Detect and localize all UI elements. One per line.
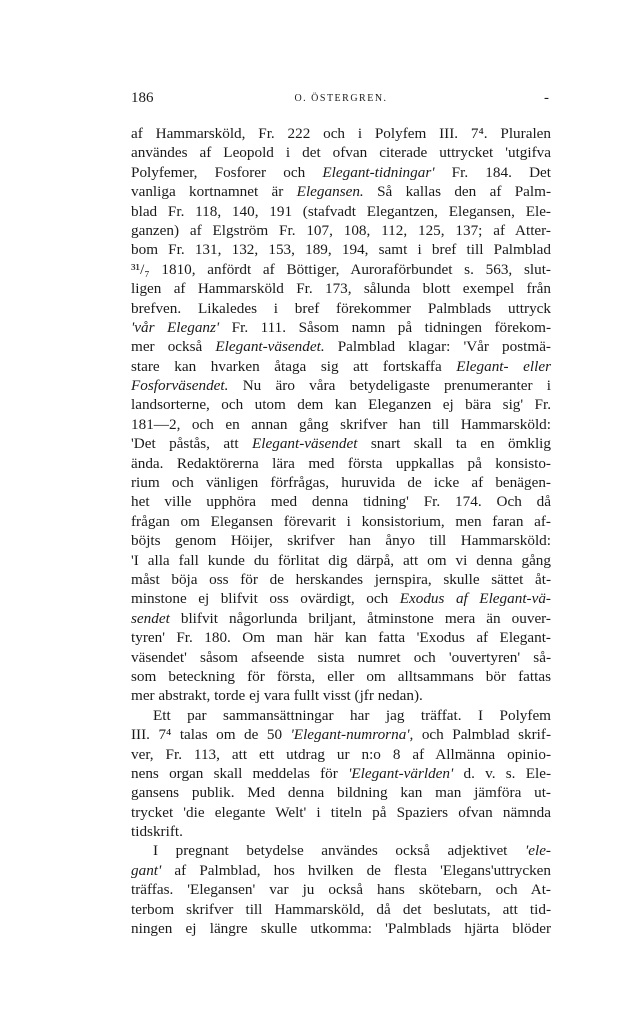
text-segment: af Palmblad, hos hvilken de flesta 'Elegans'uttrycken xyxy=(161,861,551,879)
text-line xyxy=(131,337,551,356)
text-line xyxy=(131,725,551,744)
text-segment: brefven. Likaledes i bref förekommer Palmblads uttryck xyxy=(131,299,551,317)
text-segment: böjts genom Höijer, skrifver han ånyo till Hammarsköld: xyxy=(131,532,551,550)
text-line xyxy=(131,919,551,938)
text-segment: Polyfemer, Fosforer och xyxy=(131,163,323,181)
italic-text: Exodus af Elegant-vä- xyxy=(399,590,551,608)
italic-text: Elegant-väsendet xyxy=(251,435,358,453)
italic-text: Elegant-tidningar' xyxy=(322,163,435,181)
text-segment: trycket 'die elegante Welt' i titeln på Spaziers ofvan nämnda xyxy=(131,803,551,821)
text-line xyxy=(131,376,551,395)
text-segment: ningen ej längre skulle utkomma: 'Palmblads hjärta blöder xyxy=(131,920,551,938)
text-line xyxy=(131,841,551,860)
text-line xyxy=(131,415,551,434)
text-segment: I pregnant betydelse användes också adjektivet xyxy=(153,842,525,860)
text-segment: landsorterne, och utom dem kan Eleganzen ej bära sig' Fr. xyxy=(131,396,551,414)
page-number: 186 xyxy=(131,90,154,106)
italic-text: 'Elegant-numrorna', xyxy=(290,726,414,744)
italic-text: sendet xyxy=(131,609,170,627)
text-line xyxy=(131,143,551,162)
text-line xyxy=(131,512,551,531)
italic-text: Elegansen. xyxy=(296,183,364,201)
text-line xyxy=(131,531,551,550)
text-segment: mer också xyxy=(131,338,216,356)
header-mark: - xyxy=(544,90,549,106)
italic-text: 'vår Eleganz' xyxy=(131,318,220,336)
text-line xyxy=(131,240,551,259)
page-header xyxy=(131,90,551,110)
text-segment: användes af Leopold i det ofvan citerade uttrycket 'utgifva xyxy=(131,144,551,162)
text-segment: het ville upphöra med denna tidning' Fr. 174. Och då xyxy=(131,493,551,511)
text-segment: stare kan hvarken åtaga sig att fortskaffa xyxy=(131,357,457,375)
text-line xyxy=(131,861,551,880)
italic-text: Elegant- eller xyxy=(456,357,551,375)
text-segment: III. 7⁴ talas om de 50 xyxy=(131,726,291,744)
text-segment: och Palmblad skrif- xyxy=(413,726,551,744)
italic-text: gant' xyxy=(131,861,162,879)
text-segment: måst böja oss för de herskandes jernspira, skulle sättet åt- xyxy=(131,570,551,588)
text-line xyxy=(131,648,551,667)
text-segment: som beteckning för första, eller om alltsammans bör fattas xyxy=(131,667,551,685)
text-segment: af Hammarsköld, Fr. 222 och i Polyfem III. 7⁴. Pluralen xyxy=(131,125,551,142)
text-line xyxy=(131,454,551,473)
text-segment: d. v. s. Ele- xyxy=(453,764,552,782)
text-line xyxy=(131,260,551,279)
text-line xyxy=(131,492,551,511)
text-line xyxy=(131,182,551,201)
text-line xyxy=(131,473,551,492)
text-line xyxy=(131,221,551,240)
text-segment: bom Fr. 131, 132, 153, 189, 194, samt i bref till Palmblad xyxy=(131,241,551,259)
italic-text: Elegant-väsendet. xyxy=(215,338,325,356)
text-line xyxy=(131,163,551,182)
text-line xyxy=(131,434,551,453)
text-line xyxy=(131,764,551,783)
italic-text: 'Elegant-världen' xyxy=(348,764,454,782)
text-segment: ganzen) af Elgström Fr. 107, 108, 112, 125, 137; af Atter- xyxy=(131,221,551,239)
text-segment: tidskrift. xyxy=(131,823,183,841)
text-segment: blifvit någorlunda briljant, åtminstone mera än ouver- xyxy=(169,609,551,627)
text-line xyxy=(131,395,551,414)
text-line xyxy=(131,783,551,802)
text-line xyxy=(131,686,551,705)
text-segment: frågan om Elegansen förevarit i konsistorium, men faran af- xyxy=(131,512,551,530)
text-segment: Så kallas den af Palm- xyxy=(363,183,552,201)
text-line xyxy=(131,803,551,822)
text-segment: nens organ skall meddelas för xyxy=(131,764,349,782)
text-segment: träffas. 'Elegansen' var ju också hans skötebarn, och At- xyxy=(131,881,551,899)
text-segment: Nu äro våra betydeligaste prenumeranter i xyxy=(228,377,551,395)
text-line xyxy=(131,628,551,647)
text-line xyxy=(131,880,551,899)
text-segment: rium och vänligen förfrågas, huruvida de icke af benägen- xyxy=(131,474,551,492)
text-segment: 'I alla fall kunde du förlitat dig därpå, att om vi denna gång xyxy=(131,551,551,569)
text-segment: ligen af Hammarsköld Fr. 173, sålunda blott exempel från xyxy=(131,280,551,298)
text-segment: terbom skrifver till Hammarsköld, då det beslutats, att tid- xyxy=(131,900,551,918)
text-segment: ända. Redaktörerna lära med första uppkallas på konsisto- xyxy=(131,454,551,472)
text-line xyxy=(131,667,551,686)
text-line xyxy=(131,745,551,764)
text-segment: Fr. 111. Såsom namn på tidningen förekom- xyxy=(219,318,552,336)
text-line xyxy=(131,822,551,841)
text-segment: 181—2, och en annan gång skrifver han till Hammarsköld: xyxy=(131,415,551,433)
running-title: O. ÖSTERGREN. xyxy=(294,93,388,104)
text-line xyxy=(131,318,551,337)
text-line xyxy=(131,589,551,608)
text-line xyxy=(131,706,551,725)
text-line xyxy=(131,357,551,376)
text-segment: Fr. 184. Det xyxy=(434,163,551,181)
italic-text: Fosforväsendet. xyxy=(131,377,229,395)
body-text xyxy=(131,124,551,938)
text-segment: minstone ej blifvit oss ovärdigt, och xyxy=(131,590,400,608)
text-segment: tyren' Fr. 180. Om man här kan fatta 'Exodus af Elegant- xyxy=(131,629,551,647)
text-line xyxy=(131,570,551,589)
italic-text: 'ele- xyxy=(524,842,551,860)
text-line xyxy=(131,202,551,221)
text-segment: ³¹/₇ 1810, anfördt af Böttiger, Auroraförbundet s. 563, slut- xyxy=(131,260,551,278)
text-segment: blad Fr. 118, 140, 191 (stafvadt Elegantzen, Elegansen, Ele- xyxy=(131,202,551,220)
text-line xyxy=(131,124,551,143)
text-segment: snart skall ta en ömklig xyxy=(357,435,551,453)
text-segment: Ett par sammansättningar har jag träffat. I Polyfem xyxy=(153,706,551,724)
text-segment: ver, Fr. 113, att ett utdrag ur n:o 8 af Allmänna opinio- xyxy=(131,745,551,763)
text-line xyxy=(131,900,551,919)
text-line xyxy=(131,609,551,628)
text-line xyxy=(131,279,551,298)
text-segment: gansens publik. Med denna bildning kan man jämföra ut- xyxy=(131,784,551,802)
text-line xyxy=(131,299,551,318)
text-segment: Palmblad klagar: 'Vår postmä- xyxy=(324,338,551,356)
text-segment: mer abstrakt, torde ej vara fullt visst (jfr nedan). xyxy=(131,687,423,705)
text-segment: vanliga kortnamnet är xyxy=(131,183,297,201)
text-line xyxy=(131,551,551,570)
text-segment: väsendet' såsom afseende sista numret och 'ouvertyren' så- xyxy=(131,648,551,666)
text-segment: 'Det påstås, att xyxy=(131,435,252,453)
